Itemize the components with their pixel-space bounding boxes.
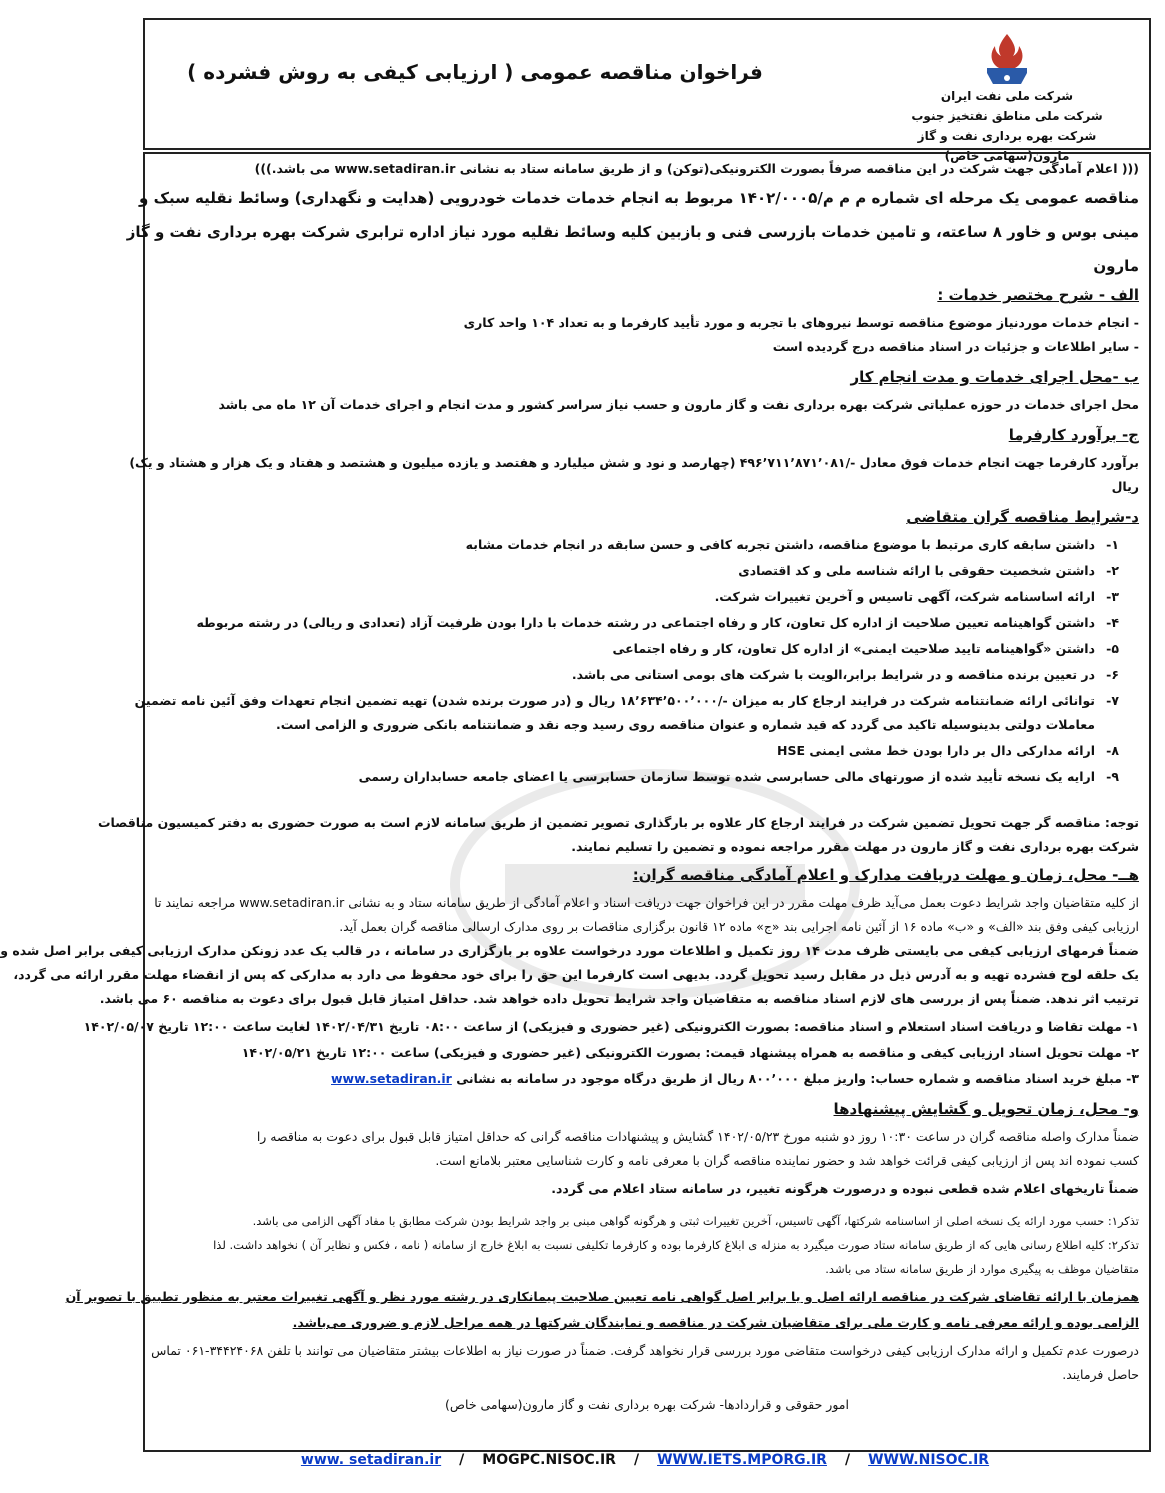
- condition-number: ۲-: [1106, 563, 1119, 578]
- closing-line: درصورت عدم تکمیل و ارائه مدارک ارزیابی کیفی درخواست متقاضی مورد بررسی قرار نخواهد گرفت. ضمناً در صورت نیاز به اطلاعات بیشتر متقاضیان می توانند با تلفن ۳۴۴۲۴۰۶۸-۰۶۱ تماس: [151, 1343, 1139, 1358]
- header-box: [143, 18, 1151, 163]
- note-line-1: توجه: مناقصه گر جهت تحویل تضمین شرکت در فرایند ارجاع کار علاوه بر بارگذاری تصویر تضمین از طریق سامانه لازم است به صورت حضوری به دفتر کمیسیون مناقصات: [98, 815, 1139, 830]
- condition-item: [155, 766, 1119, 788]
- condition-item: [155, 714, 1119, 736]
- condition-text: معاملات دولتی بدینوسیله تاکید می گردد که قید شماره و عنوان مناقصه روی رسید وجه نقد و ضمانتنامه بانکی ضروری و الزامی است.: [276, 717, 1095, 732]
- footer-link-mogpc[interactable]: MOGPC.NISOC.IR: [482, 1452, 616, 1468]
- signature: امور حقوقی و قراردادها- شرکت بهره برداری نفت و گاز مارون(سهامی خاص): [445, 1397, 849, 1412]
- closing-line: حاصل فرمایند.: [1062, 1367, 1139, 1382]
- section-f-line: کسب نموده اند پس از ارزیابی کیفی قرائت خواهد شد و حضور نماینده مناقصه گران با معرفی نامه و کارت شناسایی معتبر بلامانع است.: [435, 1153, 1139, 1168]
- section-e-line: ضمناً فرمهای ارزیابی کیفی می بایستی ظرف مدت ۱۴ روز تکمیل و اطلاعات مورد درخواست علاوه بر بارگزاری در سامانه ، در قالب یک عدد زونکن مدارک ارزیابی کیفی برابر اصل شده و: [0, 943, 1139, 958]
- section-d-title: د-شرایط مناقصه گران متقاضی: [906, 508, 1139, 526]
- condition-item: [155, 664, 1119, 686]
- org-line-3: شرکت بهره برداری نفت و گاز مارون(سهامی خاص): [917, 129, 1097, 163]
- org-line-1: شرکت ملی نفت ایران: [940, 89, 1074, 103]
- condition-item: [155, 534, 1119, 556]
- section-e-line: یک حلقه لوح فشرده تهیه و به آدرس ذیل در مقابل رسید تحویل گردد. بدیهی است کارفرما این حق را برای خود محفوظ می دارد به مدارکی که پس از انقضاء مهلت مقرر ارائه می گردد،: [13, 967, 1139, 982]
- section-e-line: از کلیه متقاضیان واجد شرایط دعوت بعمل می‌آید ظرف مهلت مقرر در این فراخوان جهت دریافت اسناد و اعلام آمادگی از طریق سامانه ستاد و به نشانی www.setadiran.ir مراجعه نمایند تا: [154, 895, 1139, 910]
- condition-text: داشتن شخصیت حقوقی با ارائه شناسه ملی و کد اقتصادی: [738, 563, 1095, 578]
- section-f-line: ضمناً تاریخهای اعلام شده قطعی نبوده و درصورت هرگونه تغییر، در سامانه ستاد اعلام می گردد.: [551, 1181, 1139, 1196]
- condition-item: [155, 638, 1119, 660]
- condition-text: ارائه اساسنامه شرکت، آگهی تاسیس و آخرین تغییرات شرکت.: [714, 589, 1095, 604]
- company-logo-block: [887, 30, 1127, 166]
- reminder-line: تذکر۱: حسب مورد ارائه یک نسخه اصلی از اساسنامه شرکتها، آگهی تاسیس، آخرین تغییرات ثبتی و هرگونه گواهی مبنی بر واجد شرایط بودن شرکت مطابق با مفاد آگهی الزامی می باشد.: [252, 1214, 1139, 1228]
- section-b-text: محل اجرای خدمات در حوزه عملیاتی شرکت بهره برداری نفت و گاز مارون و حسب نیاز سراسر کشور و مدت انجام و اجرای خدمات آن ۱۲ ماه می باشد: [218, 397, 1139, 412]
- condition-text: داشتن «گواهینامه تایید صلاحیت ایمنی» از اداره کل تعاون، کار و رفاه اجتماعی: [612, 641, 1095, 656]
- section-b-title: ب -محل اجرای خدمات و مدت انجام کار: [850, 368, 1139, 386]
- footer-links: [143, 1452, 1147, 1468]
- condition-item: [155, 612, 1119, 634]
- section-e-title: هــ- محل، زمان و مهلت دریافت مدارک و اعلام آمادگی مناقصه گران:: [632, 866, 1139, 884]
- heading-line-3: مارون: [1093, 257, 1139, 275]
- condition-text: توانائی ارائه ضمانتنامه شرکت در فرایند ارجاع کار به میزان -/۱۸٬۶۳۴٬۵۰۰٬۰۰۰ ریال و (در صورت برنده شدن) تهیه تضمین انجام تعهدات وفق آئین نامه تضمین: [134, 693, 1095, 708]
- emphasis-line: همزمان با ارائه تقاضای شرکت در مناقصه ارائه اصل و یا برابر اصل گواهی نامه تعیین صلاحیت پیمانکاری در رشته مورد نظر و آگهی تغییرات معتبر به منظور تطبیق با تصویر آن: [65, 1289, 1139, 1304]
- deadline-item: ۲- مهلت تحویل اسناد ارزیابی کیفی و مناقصه به همراه پیشنهاد قیمت: بصورت الکترونیکی (غیر حضوری و فیزیکی) ساعت ۱۲:۰۰ تاریخ ۱۴۰۲/۰۵/۲۱: [241, 1045, 1139, 1060]
- condition-number: ۶-: [1106, 667, 1119, 682]
- deadline-item: [155, 1068, 1139, 1090]
- section-e-line: ارزیابی کیفی وفق بند «الف» و «ب» ماده ۱۶ از آئین نامه اجرایی بند «ج» ماده ۱۲ قانون برگزاری مناقصات بر روی مدارک ارسالی مناقصه گران بعمل آید.: [339, 919, 1139, 934]
- footer-separator: /: [844, 1452, 851, 1468]
- section-f-line: ضمناً مدارک واصله مناقصه گران در ساعت ۱۰:۳۰ روز دو شنبه مورخ ۱۴۰۲/۰۵/۲۳ گشایش و پیشنهادات مناقصه گرانی که حداقل امتیاز قابل قبول برای دعوت به مناقصه را: [256, 1129, 1139, 1144]
- note-line-2: شرکت بهره برداری نفت و گاز مارون در مهلت مقرر مراجعه نموده و تضمین را تسلیم نمایند.: [571, 839, 1139, 854]
- purchase-text: ۳- مبلغ خرید اسناد مناقصه و شماره حساب: واریز مبلغ ۸۰۰٬۰۰۰ ریال از طریق درگاه موجود در سامانه به نشانی: [456, 1071, 1139, 1086]
- heading-line-2: مینی بوس و خاور ۸ ساعته، و تامین خدمات بازرسی فنی و بازبین کلیه وسائط نقلیه مورد نیاز اداره ترابری شرکت بهره برداری نفت و گاز: [126, 223, 1139, 241]
- org-line-2: شرکت ملی مناطق نفتخیز جنوب: [911, 109, 1103, 123]
- nioc-logo-icon: [977, 30, 1037, 86]
- footer-separator: /: [459, 1452, 465, 1468]
- condition-number: ۷-: [1106, 693, 1119, 708]
- reminder-line: تذکر۲: کلیه اطلاع رسانی هایی که از طریق سامانه ستاد صورت میگیرد به منزله ی ابلاغ کارفرما بوده و کارفرما تکلیفی نسبت به ابلاغ خارج از سامانه ( نامه ، فکس و نظایر آن ) نخواهد داشت. لذا: [213, 1238, 1139, 1252]
- condition-text: در تعیین برنده مناقصه و در شرایط برابر،الویت با شرکت های بومی استانی می باشد.: [571, 667, 1095, 682]
- section-f-title: و- محل، زمان تحویل و گشایش پیشنهادها: [833, 1100, 1139, 1118]
- condition-text: داشتن گواهینامه تعیین صلاحیت از اداره کل تعاون، کار و رفاه اجتماعی در رشته خدمات با دارا بودن ظرفیت آزاد (تعدادی و ریالی) در رشته مربوطه: [196, 615, 1095, 630]
- notice-body: [0, 152, 1151, 1452]
- condition-text: ارایه یک نسخه تأیید شده از صورتهای مالی حسابرسی شده توسط سازمان حسابرسی یا اعضای جامعه حسابداران رسمی: [358, 769, 1095, 784]
- notice-line: ((( اعلام آمادگی جهت شرکت در این مناقصه صرفاً بصورت الکترونیکی(توکن) و از طریق سامانه ستاد به نشانی www.setadiran.ir می باشد.))): [254, 161, 1139, 176]
- condition-item: [134, 690, 1119, 712]
- condition-number: ۳-: [1106, 589, 1119, 604]
- section-a-title: الف - شرح مختصر خدمات :: [937, 286, 1139, 304]
- section-c-line-1: برآورد کارفرما جهت انجام خدمات فوق معادل -/۴۹۶٬۷۱۱٬۸۷۱٬۰۸۱ (چهارصد و نود و شش میلیارد و هفتصد و یازده میلیون و هشتصد و هفتاد و یک هزار و هشتاد و یک): [129, 455, 1139, 470]
- footer-link-setadiran[interactable]: www. setadiran.ir: [300, 1452, 442, 1468]
- deadline-item: ۱- مهلت تقاضا و دریافت اسناد استعلام و اسناد مناقصه: بصورت الکترونیکی (غیر حضوری و فیزیکی) از ساعت ۰۸:۰۰ تاریخ ۱۴۰۲/۰۴/۳۱ لغایت ساعت ۱۲:۰۰ تاریخ ۱۴۰۲/۰۵/۰۷: [83, 1019, 1139, 1034]
- reminder-line: متقاضیان موظف به پیگیری موارد از طریق سامانه ستاد می باشد.: [825, 1262, 1139, 1276]
- condition-number: ۹-: [1106, 769, 1119, 784]
- section-e-line: ترتیب اثر ندهد. ضمناً پس از بررسی های لازم اسناد مناقصه به متقاضیان واجد شرایط تحویل داده خواهد شد. حداقل امتیاز قابل قبول برای دعوت به مناقصه ۶۰ می باشد.: [99, 991, 1139, 1006]
- condition-number: ۴-: [1106, 615, 1119, 630]
- condition-text: داشتن سابقه کاری مرتبط با موضوع مناقصه، داشتن تجربه کافی و حسن سابقه در انجام خدمات مشابه: [465, 537, 1095, 552]
- footer-link-iets[interactable]: WWW.IETS.MPORG.IR: [657, 1452, 827, 1468]
- footer-link-nisoc[interactable]: WWW.NISOC.IR: [868, 1452, 990, 1468]
- condition-number: ۸-: [1106, 743, 1119, 758]
- section-c-title: ج- برآورد کارفرما: [1008, 426, 1139, 444]
- condition-number: ۵-: [1106, 641, 1119, 656]
- condition-item: [155, 740, 1119, 762]
- condition-item: [155, 586, 1119, 608]
- condition-item: [155, 560, 1119, 582]
- setadiran-link[interactable]: www.setadiran.ir: [331, 1071, 452, 1086]
- section-a-item: - سایر اطلاعات و جزئیات در اسناد مناقصه درج گردیده است: [772, 339, 1139, 354]
- section-c-line-2: ریال: [1111, 479, 1139, 494]
- page-title: فراخوان مناقصه عمومی ( ارزیابی کیفی به روش فشرده ): [187, 60, 763, 84]
- section-a-item: - انجام خدمات موردنیاز موضوع مناقصه توسط نیروهای با تجربه و مورد تأیید کارفرما و به تعداد ۱۰۴ واحد کاری: [463, 315, 1139, 330]
- heading-line-1: مناقصه عمومی یک مرحله ای شماره م م م/۱۴۰۲/۰۰۰۵ مربوط به انجام خدمات خدمات خودرویی (هدایت و نگهداری) وسائط نقلیه سبک و: [139, 189, 1139, 207]
- condition-number: ۱-: [1106, 537, 1119, 552]
- condition-text: ارائه مدارکی دال بر دارا بودن خط مشی ایمنی HSE: [777, 743, 1095, 758]
- emphasis-line: الزامی بوده و ارائه معرفی نامه و کارت ملی برای متقاضیان شرکت در مناقصه و نمایندگان شرکتها در همه مراحل لازم و ضروری می‌باشد.: [292, 1315, 1139, 1330]
- footer-separator: /: [633, 1452, 640, 1468]
